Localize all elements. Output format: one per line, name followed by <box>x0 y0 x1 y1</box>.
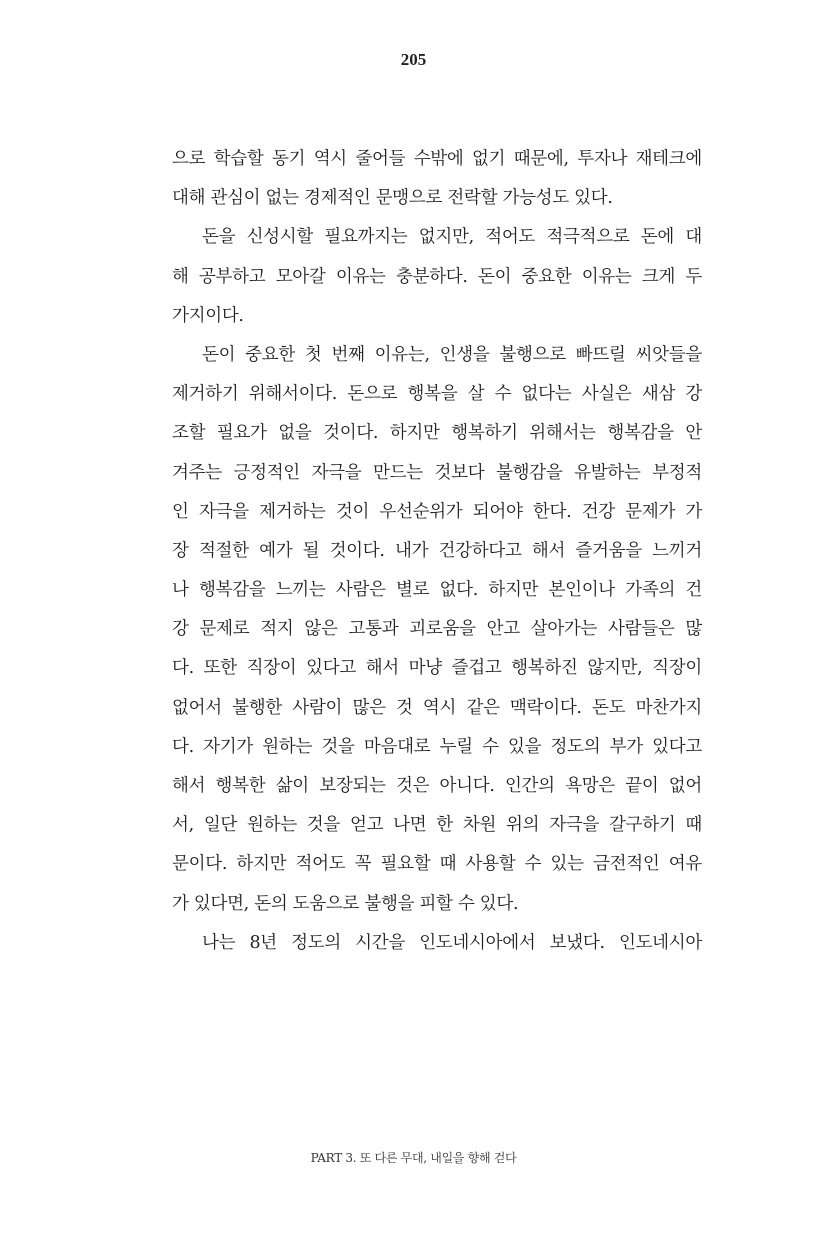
text-line: 가 있다면, 돈의 도움으로 불행을 피할 수 있다. <box>172 893 519 914</box>
text-line: 나 행복감을 느끼는 사람은 별로 없다. 하지만 본인이나 가족의 건 <box>172 580 702 601</box>
text-line: 해서 행복한 삶이 보장되는 것은 아니다. 인간의 욕망은 끝이 없어 <box>172 776 702 796</box>
text-line: 문이다. 하지만 적어도 꼭 필요할 때 사용할 수 있는 금전적인 여유 <box>172 854 702 875</box>
text-line: 돈을 신성시할 필요까지는 없지만, 적어도 적극적으로 돈에 대 <box>202 227 702 248</box>
text-line: 대해 관심이 없는 경제적인 문맹으로 전락할 가능성도 있다. <box>172 188 613 209</box>
text-line: 조할 필요가 없을 것이다. 하지만 행복하기 위해서는 행복감을 안 <box>172 423 702 444</box>
text-line: 다. 자기가 원하는 것을 마음대로 누릴 수 있을 정도의 부가 있다고 <box>172 736 702 757</box>
text-line: 돈이 중요한 첫 번째 이유는, 인생을 불행으로 빠뜨릴 씨앗들을 <box>202 344 702 365</box>
text-line: 가지이다. <box>172 305 244 326</box>
text-line: 해 공부하고 모아갈 이유는 충분하다. 돈이 중요한 이유는 크게 두 <box>172 266 702 287</box>
text-line: 나는 8년 정도의 시간을 인도네시아에서 보냈다. 인도네시아 <box>202 932 702 953</box>
page-number: 205 <box>400 50 427 69</box>
text-line: 제거하기 위해서이다. 돈으로 행복을 살 수 없다는 사실은 새삼 강 <box>172 384 702 405</box>
text-line: 다. 또한 직장이 있다고 해서 마냥 즐겁고 행복하진 않지만, 직장이 <box>172 658 702 679</box>
text-line: 인 자극을 제거하는 것이 우선순위가 되어야 한다. 건강 문제가 가 <box>172 501 702 522</box>
text-line: 겨주는 긍정적인 자극을 만드는 것보다 불행감을 유발하는 부정적 <box>172 462 702 483</box>
text-line: 장 적절한 예가 될 것이다. 내가 건강하다고 해서 즐거움을 느끼거 <box>172 540 702 561</box>
text-line: 강 문제로 적지 않은 고통과 괴로움을 안고 살아가는 사람들은 많 <box>172 619 702 640</box>
body-text <box>172 140 702 963</box>
text-line: 으로 학습할 동기 역시 줄어들 수밖에 없기 때문에, 투자나 재테크에 <box>172 149 702 169</box>
text-line: 없어서 불행한 사람이 많은 것 역시 같은 맥락이다. 돈도 마찬가지 <box>172 697 702 718</box>
running-footer: PART 3. 또 다른 무대, 내일을 향해 걷다 <box>310 1151 517 1165</box>
text-line: 서, 일단 원하는 것을 얻고 나면 한 차원 위의 자극을 갈구하기 때 <box>172 815 702 836</box>
